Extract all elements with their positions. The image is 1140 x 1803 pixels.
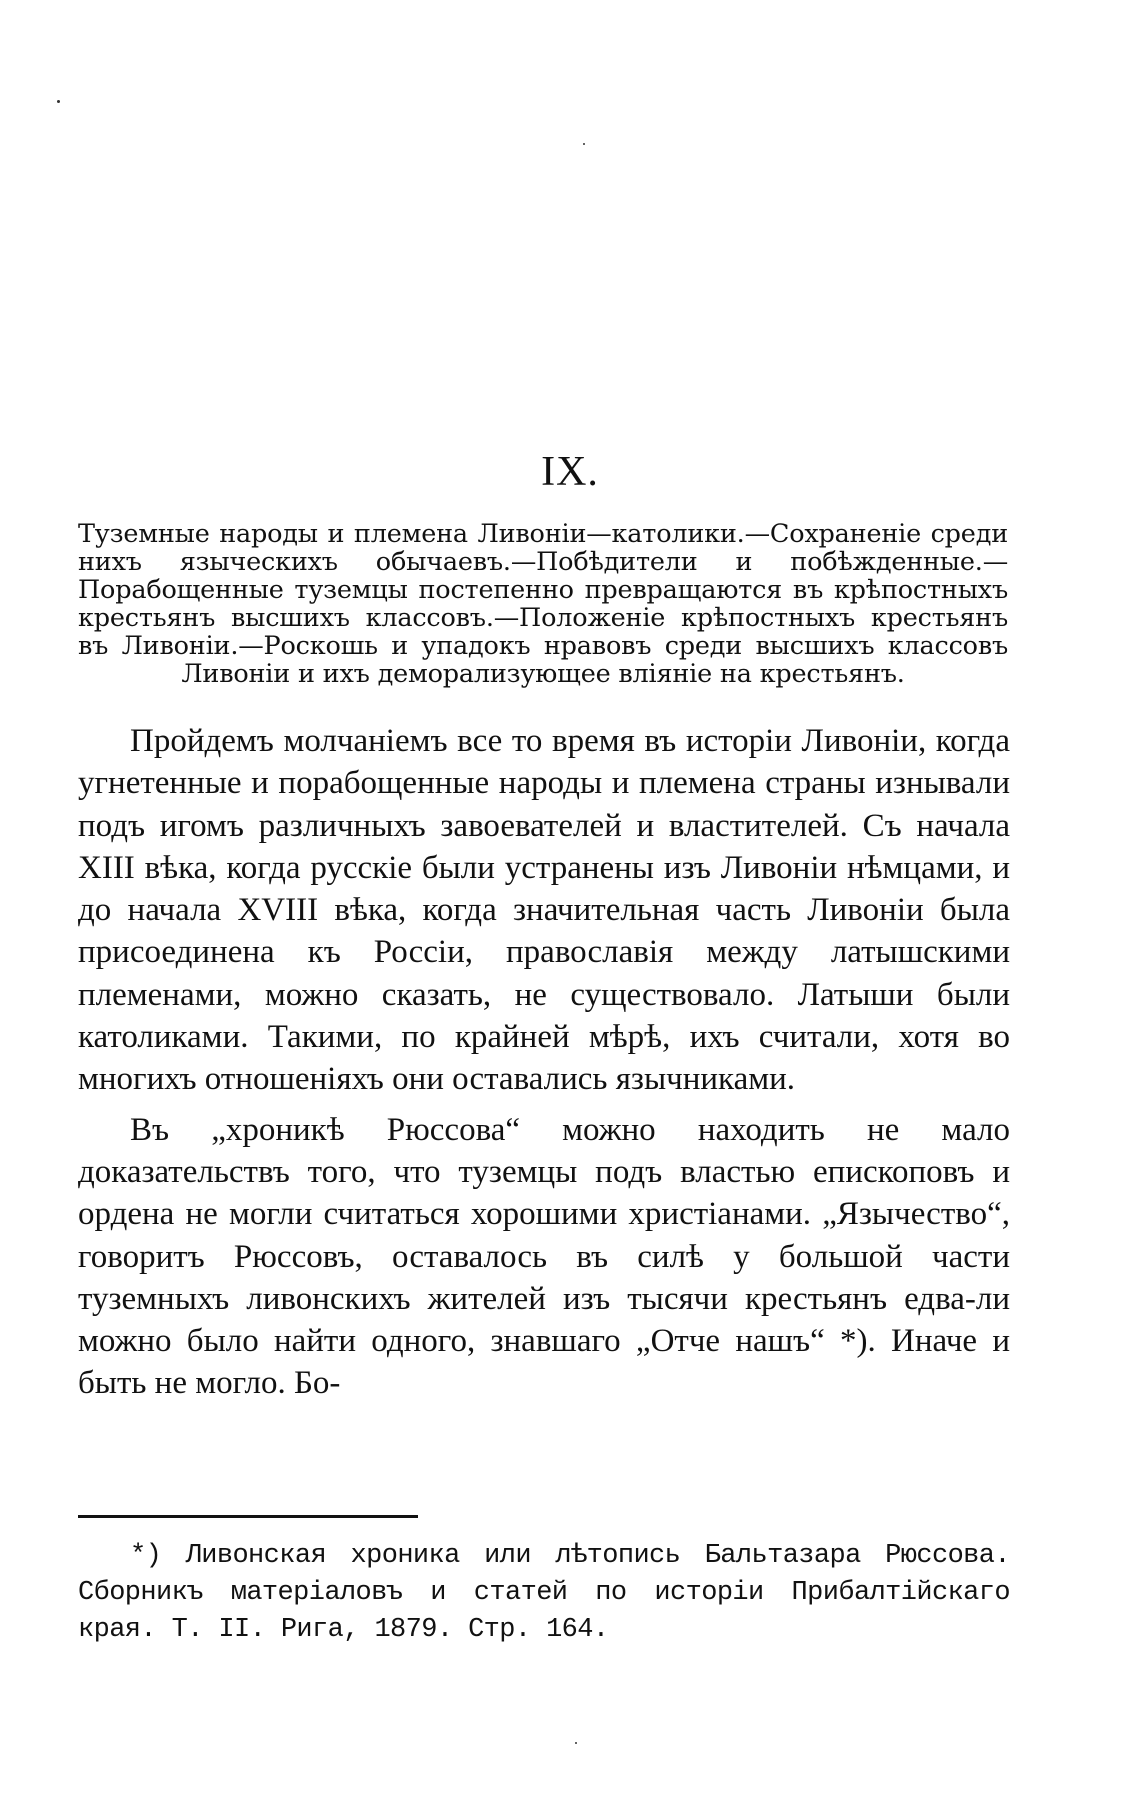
paragraph: Пройдемъ молчаніемъ все то время въ исторіи Ливоніи, когда угнетенные и порабощенные народы и племена страны изнывали подъ игомъ различныхъ завоевателей и властителей. Съ начала XIII вѣка, когда русскіе были устранены изъ Ливоніи нѣмцами, и до начала XVIII вѣка, когда значительная часть Ливоніи была присоединена къ Россіи, православія между латышскими племенами, можно сказать, не существовало. Латыши были католиками. Такими, по крайней мѣрѣ, ихъ считали, хотя во многихъ отношеніяхъ они оставались язычниками. <box>78 723 1010 1098</box>
paper-speck <box>583 143 585 145</box>
footnote-divider <box>78 1515 418 1518</box>
paper-speck <box>57 100 60 103</box>
footnote: *) Ливонская хроника или лѣтопись Бальтазара Рюссова. Сборникъ матеріаловъ и статей по исторіи Прибалтійскаго края. Т. II. Рига, 1879. Стр. 164. <box>78 1541 1010 1645</box>
paper-speck <box>575 1742 577 1744</box>
chapter-summary: Туземные народы и племена Ливоніи—католики.—Сохраненіе среди нихъ языческихъ обычаевъ.—Побѣдители и побѣжденные.—Порабощенные туземцы постепенно превращаются въ крѣпостныхъ крестьянъ высшихъ классовъ.—Положеніе крѣпостныхъ крестьянъ въ Ливоніи.—Роскошь и упадокъ нравовъ среди высшихъ классовъ Ливоніи и ихъ деморализующее вліяніе на крестьянъ. <box>78 519 1008 689</box>
paragraph: Въ „хроникѣ Рюссова“ можно находить не мало доказательствъ того, что туземцы подъ властью епископовъ и ордена не могли считаться хорошими христіанами. „Язычество“, говоритъ Рюссовъ, оставалось въ силѣ у большой части туземныхъ ливонскихъ жителей изъ тысячи крестьянъ едва-ли можно было найти одного, знавшаго „Отче нашъ“ *). Иначе и быть не могло. Бо- <box>78 1111 1010 1402</box>
main-text <box>78 720 1010 1405</box>
chapter-number: IX. <box>541 449 599 495</box>
